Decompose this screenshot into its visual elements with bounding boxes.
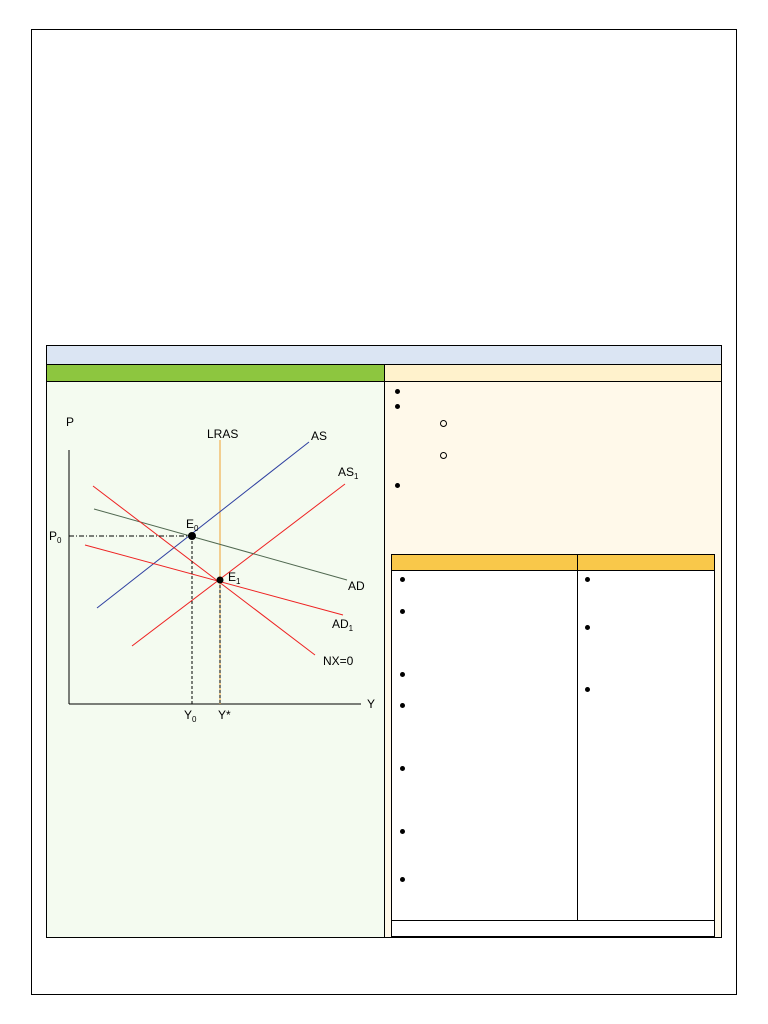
y0-label-main: Y (184, 708, 193, 722)
table-column-left (392, 571, 578, 920)
left-column-header (47, 365, 385, 382)
panel-title-bar (47, 346, 721, 365)
table-header-left (392, 555, 578, 571)
lras-label: LRAS (207, 427, 239, 441)
ad1-label (332, 617, 354, 633)
bullet-icon (585, 687, 590, 692)
x-axis-label: Y (367, 697, 376, 711)
comparison-table (391, 554, 715, 937)
p0-label (49, 529, 62, 545)
sub-bullet-icon (440, 420, 447, 427)
table-column-right (578, 571, 714, 920)
table-footer (392, 920, 714, 937)
as-line (97, 442, 309, 608)
e0-label (186, 517, 199, 533)
ad-as-diagram (47, 382, 384, 937)
as1-label (338, 465, 359, 481)
sub-bullet-icon (440, 452, 447, 459)
bullet-icon (395, 404, 400, 409)
as1-label-main: AS (338, 465, 355, 479)
ad1-line (85, 545, 343, 615)
as1-line (132, 484, 345, 646)
as-label: AS (311, 429, 328, 443)
notes-area (385, 382, 721, 937)
e0-point (188, 532, 196, 540)
e1-label-sub: 1 (236, 577, 241, 586)
e0-label-sub: 0 (194, 524, 199, 533)
y0-label-sub: 0 (192, 715, 197, 724)
ad1-label-main: AD (332, 617, 349, 631)
e1-label-main: E (228, 570, 237, 584)
bullet-icon (400, 577, 405, 582)
bullet-icon (400, 766, 405, 771)
as1-label-sub: 1 (354, 472, 359, 481)
y-axis-label: P (66, 415, 75, 429)
e1-label (228, 570, 241, 586)
bullet-icon (585, 625, 590, 630)
bullet-icon (400, 703, 405, 708)
nx0-label: NX=0 (323, 654, 354, 668)
ad1-label-sub: 1 (348, 624, 354, 633)
e0-label-main: E (186, 517, 195, 531)
bullet-icon (585, 577, 590, 582)
p0-label-sub: 0 (57, 536, 62, 545)
right-column-header (385, 365, 721, 382)
bullet-icon (395, 483, 400, 488)
y0-label (184, 708, 197, 724)
p0-label-main: P (49, 529, 58, 543)
diagram-area (47, 382, 385, 937)
content-panel (46, 345, 722, 938)
bullet-icon (400, 609, 405, 614)
e1-point (217, 577, 224, 584)
table-header-right (578, 555, 714, 571)
nx0-line (93, 486, 315, 655)
ystar-label: Y* (218, 708, 231, 722)
bullet-icon (400, 877, 405, 882)
bullet-icon (395, 389, 400, 394)
bullet-icon (400, 672, 405, 677)
ad-label: AD (348, 579, 365, 593)
bullet-icon (400, 829, 405, 834)
